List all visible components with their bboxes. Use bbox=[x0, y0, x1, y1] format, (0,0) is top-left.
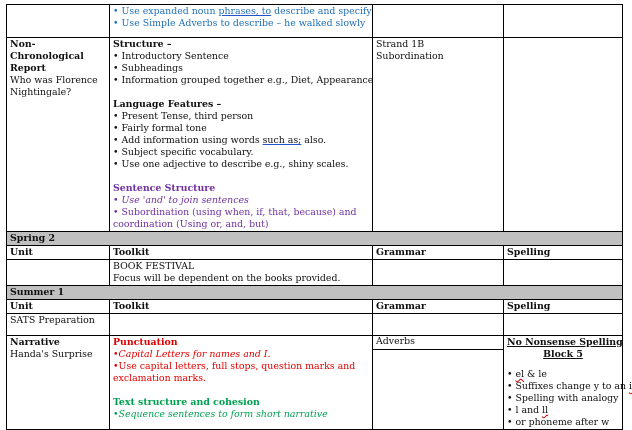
spelling-item: • Suffixes change y to an i bbox=[507, 381, 632, 392]
section-label: Spring 2 bbox=[7, 232, 623, 246]
header-spelling: Spelling bbox=[504, 300, 623, 314]
language-item: • Add information using words such as; also. bbox=[113, 135, 327, 146]
sentence-heading: Sentence Structure bbox=[113, 183, 216, 194]
spelling-item: • or phoneme after w bbox=[507, 417, 610, 428]
header-grammar: Grammar bbox=[373, 246, 504, 260]
header-toolkit: Toolkit bbox=[110, 246, 373, 260]
spelling-item: • l and ll bbox=[507, 405, 549, 416]
grammar-cell bbox=[373, 260, 504, 286]
grammar-cell bbox=[373, 336, 504, 430]
section-label: Summer 1 bbox=[7, 286, 623, 300]
header-unit: Unit bbox=[7, 246, 110, 260]
spelling-flag[interactable]: el bbox=[515, 369, 525, 380]
section-row-summer-1 bbox=[7, 286, 623, 300]
header-row bbox=[7, 246, 623, 260]
structure-item: • Subheadings bbox=[113, 63, 183, 74]
grammar-item: Subordination bbox=[376, 51, 444, 62]
grammar-flag[interactable]: phrases, to bbox=[218, 6, 272, 17]
section-row-spring-2 bbox=[7, 232, 623, 246]
text-structure-item: •Sequence sentences to form short narrative bbox=[113, 409, 328, 420]
unit-title: Non-Chronological Report bbox=[10, 39, 84, 74]
sentence-item: • Use 'and' to join sentences bbox=[113, 195, 249, 206]
spelling-cell bbox=[504, 38, 623, 232]
grammar-cell bbox=[373, 38, 504, 232]
language-item: • Use one adjective to describe e.g., shiny scales. bbox=[113, 159, 349, 170]
spelling-cell bbox=[504, 5, 623, 38]
spelling-flag[interactable]: ll bbox=[542, 405, 549, 416]
toolkit-cell bbox=[110, 5, 373, 38]
spelling-cell bbox=[504, 336, 632, 430]
toolkit-line: • Use expanded noun phrases, to describe and specify bbox=[113, 6, 372, 17]
spelling-item: • Spelling with analogy bbox=[507, 393, 619, 404]
table-row bbox=[7, 314, 623, 336]
toolkit-cell bbox=[110, 260, 373, 286]
grammar-cell bbox=[373, 5, 504, 38]
toolkit-line: BOOK FESTIVAL bbox=[113, 261, 195, 272]
toolkit-line: Focus will be dependent on the books provided. bbox=[113, 273, 341, 284]
structure-item: • Information grouped together e.g., Diet, Appearance bbox=[113, 75, 374, 86]
language-item: • Present Tense, third person bbox=[113, 111, 254, 122]
header-row bbox=[7, 300, 623, 314]
toolkit-cell bbox=[110, 314, 373, 336]
spelling-flag[interactable]: i bbox=[628, 381, 632, 392]
toolkit-cell bbox=[110, 38, 373, 232]
unit-cell: SATS Preparation bbox=[7, 314, 110, 336]
toolkit-line: • Use Simple Adverbs to describe – he walked slowly bbox=[113, 18, 366, 29]
header-grammar: Grammar bbox=[373, 300, 504, 314]
unit-cell bbox=[7, 5, 110, 38]
text-structure-heading: Text structure and cohesion bbox=[113, 397, 260, 408]
unit-title: Narrative bbox=[10, 337, 60, 348]
grammar-cell bbox=[373, 314, 504, 336]
table-row bbox=[7, 5, 623, 38]
curriculum-table bbox=[6, 4, 632, 430]
spelling-heading: No Nonsense Spelling bbox=[507, 337, 623, 348]
spelling-cell bbox=[504, 260, 623, 286]
table-row bbox=[7, 260, 623, 286]
grammar-item: Adverbs bbox=[373, 336, 503, 350]
sentence-item: • Subordination (using when, if, that, because) and coordination (Using or, and, but) bbox=[113, 207, 357, 230]
unit-cell bbox=[7, 336, 110, 430]
punctuation-item: •Capital Letters for names and I. bbox=[113, 349, 271, 360]
language-heading: Language Features – bbox=[113, 99, 222, 110]
unit-cell bbox=[7, 38, 110, 232]
header-unit: Unit bbox=[7, 300, 110, 314]
table-row bbox=[7, 336, 623, 430]
table-row bbox=[7, 38, 623, 232]
unit-cell bbox=[7, 260, 110, 286]
structure-item: • Introductory Sentence bbox=[113, 51, 229, 62]
header-spelling: Spelling bbox=[504, 246, 623, 260]
header-toolkit: Toolkit bbox=[110, 300, 373, 314]
language-item: • Subject specific vocabulary. bbox=[113, 147, 254, 158]
unit-subtitle: Handa's Surprise bbox=[10, 349, 93, 360]
punctuation-heading: Punctuation bbox=[113, 337, 178, 348]
spelling-item: • el & le bbox=[507, 369, 547, 380]
toolkit-cell bbox=[110, 336, 373, 430]
unit-subtitle: Who was Florence Nightingale? bbox=[10, 75, 98, 98]
spelling-cell bbox=[504, 314, 623, 336]
spelling-heading: Block 5 bbox=[543, 349, 583, 360]
language-item: • Fairly formal tone bbox=[113, 123, 207, 134]
structure-heading: Structure – bbox=[113, 39, 172, 50]
punctuation-item: •Use capital letters, full stops, question marks and exclamation marks. bbox=[113, 361, 356, 384]
grammar-flag[interactable]: such as; bbox=[262, 135, 302, 146]
grammar-item: Strand 1B bbox=[376, 39, 425, 50]
